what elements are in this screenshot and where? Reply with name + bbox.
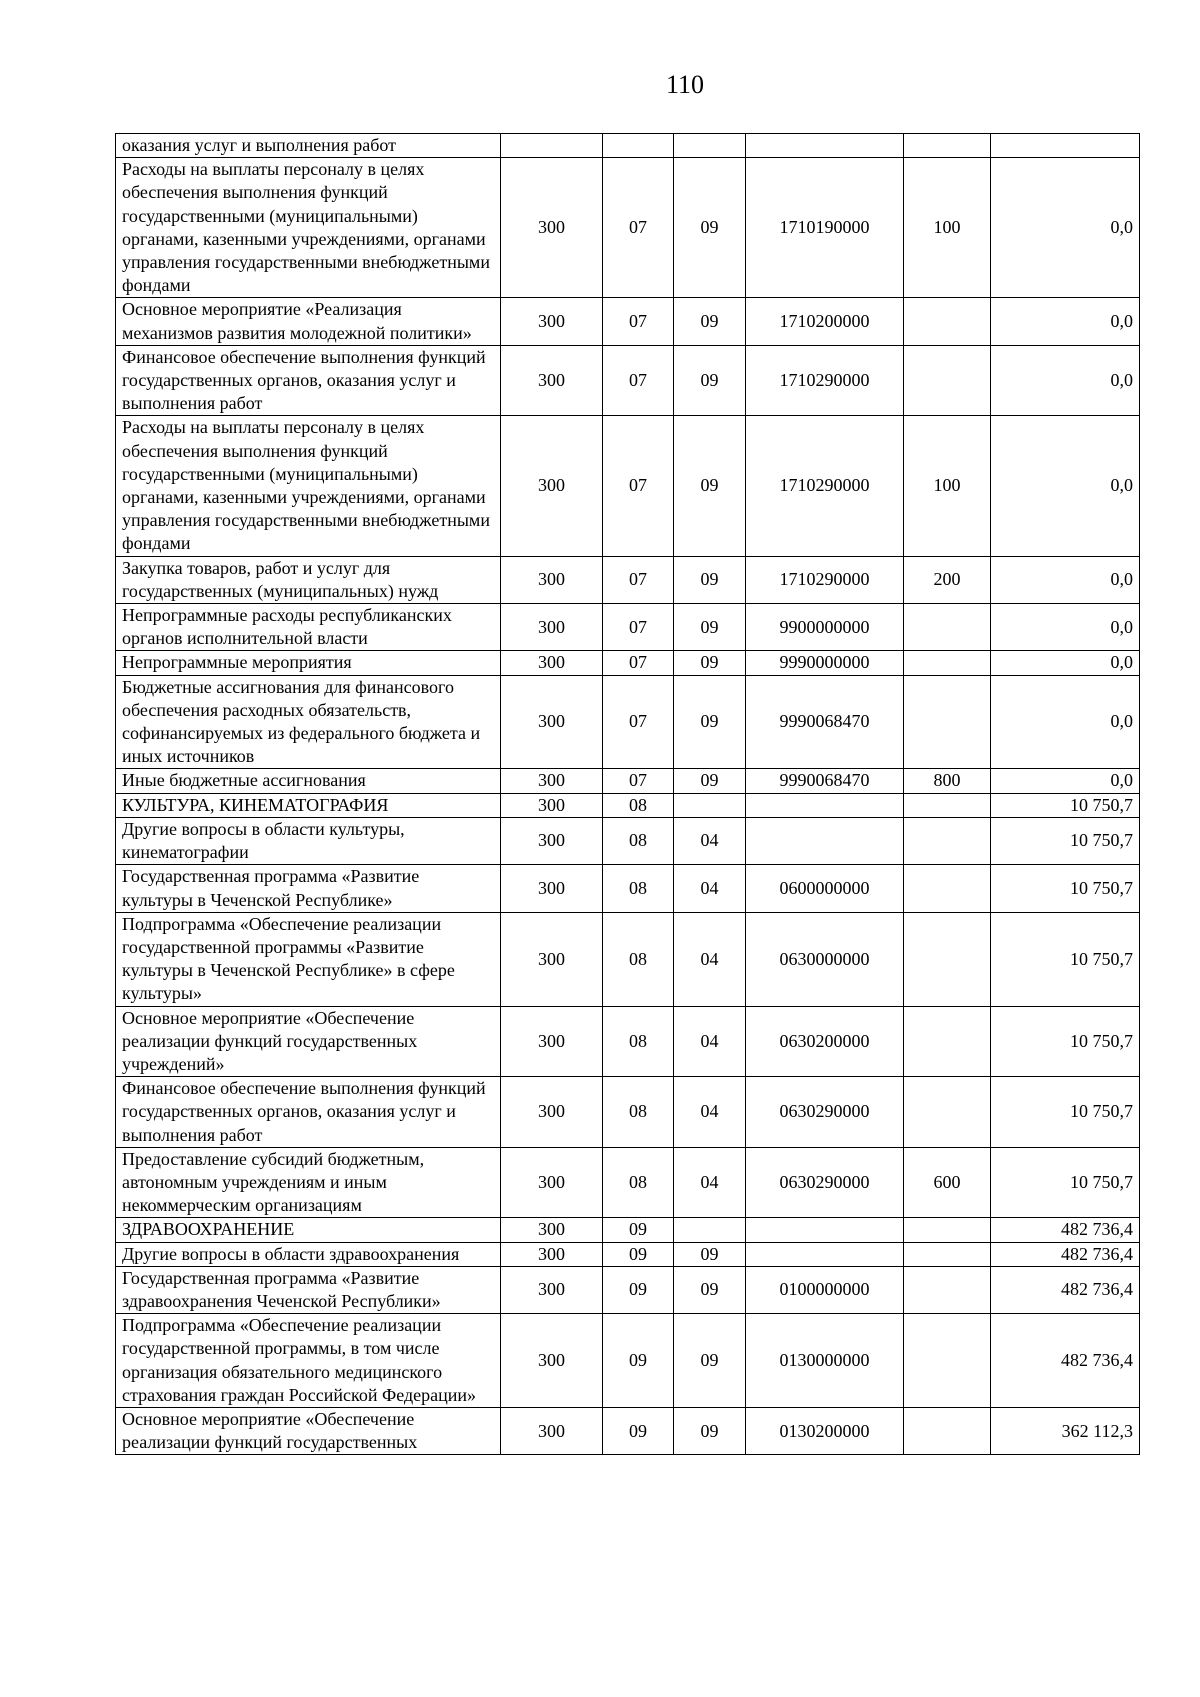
row-name: Финансовое обеспечение выполнения функций государственных органов, оказания услуг и выполнения работ <box>116 1077 501 1148</box>
subsection-code <box>674 134 746 158</box>
table-row <box>116 651 1140 675</box>
page-number: 110 <box>665 70 705 99</box>
expense-type-code: 800 <box>904 769 991 793</box>
subsection-code: 04 <box>674 1006 746 1077</box>
table-row <box>116 817 1140 864</box>
ministry-code: 300 <box>501 769 603 793</box>
target-article-code: 0630290000 <box>746 1147 904 1218</box>
section-code: 07 <box>603 675 674 769</box>
ministry-code: 300 <box>501 865 603 912</box>
expense-type-code <box>904 1218 991 1242</box>
target-article-code: 1710290000 <box>746 416 904 556</box>
section-code: 07 <box>603 769 674 793</box>
subsection-code: 04 <box>674 865 746 912</box>
expense-type-code <box>904 793 991 817</box>
ministry-code: 300 <box>501 1006 603 1077</box>
expense-type-code <box>904 651 991 675</box>
section-code: 09 <box>603 1314 674 1408</box>
amount: 0,0 <box>991 298 1140 345</box>
amount: 0,0 <box>991 416 1140 556</box>
table-row <box>116 675 1140 769</box>
budget-table <box>115 133 1140 1455</box>
target-article-code: 9990000000 <box>746 651 904 675</box>
amount: 0,0 <box>991 158 1140 298</box>
row-name: Расходы на выплаты персоналу в целях обеспечения выполнения функций государственными (муниципальными) органами, казенными учреждениями, органами управления государственными внебюджетными фондами <box>116 158 501 298</box>
subsection-code: 09 <box>674 769 746 793</box>
table-row <box>116 1006 1140 1077</box>
expense-type-code <box>904 345 991 416</box>
ministry-code: 300 <box>501 1314 603 1408</box>
subsection-code: 09 <box>674 1266 746 1313</box>
ministry-code: 300 <box>501 817 603 864</box>
section-code: 07 <box>603 651 674 675</box>
section-code: 08 <box>603 1077 674 1148</box>
section-code: 07 <box>603 556 674 603</box>
subsection-code: 09 <box>674 158 746 298</box>
expense-type-code <box>904 1407 991 1454</box>
ministry-code: 300 <box>501 1147 603 1218</box>
subsection-code: 09 <box>674 1407 746 1454</box>
row-name: Основное мероприятие «Обеспечение реализации функций государственных учреждений» <box>116 1006 501 1077</box>
target-article-code: 9900000000 <box>746 604 904 651</box>
amount: 10 750,7 <box>991 1147 1140 1218</box>
subsection-code <box>674 793 746 817</box>
amount: 10 750,7 <box>991 1077 1140 1148</box>
section-code: 08 <box>603 865 674 912</box>
target-article-code: 0630200000 <box>746 1006 904 1077</box>
amount <box>991 134 1140 158</box>
section-code: 09 <box>603 1242 674 1266</box>
amount: 10 750,7 <box>991 817 1140 864</box>
subsection-code: 09 <box>674 651 746 675</box>
expense-type-code <box>904 604 991 651</box>
table-row <box>116 1218 1140 1242</box>
ministry-code: 300 <box>501 1242 603 1266</box>
row-name: Государственная программа «Развитие здравоохранения Чеченской Республики» <box>116 1266 501 1313</box>
subsection-code: 09 <box>674 556 746 603</box>
target-article-code: 9990068470 <box>746 675 904 769</box>
table-row <box>116 769 1140 793</box>
row-name: Подпрограмма «Обеспечение реализации государственной программы, в том числе организация обязательного медицинского страхования граждан Российской Федерации» <box>116 1314 501 1408</box>
table-row <box>116 1314 1140 1408</box>
expense-type-code <box>904 1077 991 1148</box>
row-name: Государственная программа «Развитие культуры в Чеченской Республике» <box>116 865 501 912</box>
expense-type-code: 200 <box>904 556 991 603</box>
expense-type-code <box>904 298 991 345</box>
target-article-code <box>746 793 904 817</box>
subsection-code <box>674 1218 746 1242</box>
target-article-code: 0130000000 <box>746 1314 904 1408</box>
target-article-code: 1710290000 <box>746 556 904 603</box>
row-name: Финансовое обеспечение выполнения функций государственных органов, оказания услуг и выполнения работ <box>116 345 501 416</box>
section-code <box>603 134 674 158</box>
row-name: Подпрограмма «Обеспечение реализации государственной программы «Развитие культуры в Чеченской Республике» в сфере культуры» <box>116 912 501 1006</box>
expense-type-code <box>904 865 991 912</box>
ministry-code: 300 <box>501 604 603 651</box>
amount: 482 736,4 <box>991 1218 1140 1242</box>
target-article-code: 0600000000 <box>746 865 904 912</box>
table-row <box>116 298 1140 345</box>
ministry-code: 300 <box>501 345 603 416</box>
table-row <box>116 158 1140 298</box>
expense-type-code: 600 <box>904 1147 991 1218</box>
row-name: Основное мероприятие «Реализация механизмов развития молодежной политики» <box>116 298 501 345</box>
amount: 0,0 <box>991 604 1140 651</box>
row-name: Другие вопросы в области культуры, кинематографии <box>116 817 501 864</box>
amount: 0,0 <box>991 556 1140 603</box>
expense-type-code <box>904 134 991 158</box>
row-name: ЗДРАВООХРАНЕНИЕ <box>116 1218 501 1242</box>
amount: 10 750,7 <box>991 1006 1140 1077</box>
amount: 0,0 <box>991 769 1140 793</box>
expense-type-code: 100 <box>904 158 991 298</box>
ministry-code: 300 <box>501 675 603 769</box>
amount: 482 736,4 <box>991 1266 1140 1313</box>
table-row <box>116 416 1140 556</box>
table-row <box>116 1266 1140 1313</box>
expense-type-code <box>904 1006 991 1077</box>
table-row <box>116 865 1140 912</box>
subsection-code: 04 <box>674 817 746 864</box>
target-article-code: 1710290000 <box>746 345 904 416</box>
row-name: Расходы на выплаты персоналу в целях обеспечения выполнения функций государственными (муниципальными) органами, казенными учреждениями, органами управления государственными внебюджетными фондами <box>116 416 501 556</box>
row-name: оказания услуг и выполнения работ <box>116 134 501 158</box>
row-name: Непрограммные расходы республиканских органов исполнительной власти <box>116 604 501 651</box>
amount: 0,0 <box>991 345 1140 416</box>
row-name: Другие вопросы в области здравоохранения <box>116 1242 501 1266</box>
target-article-code: 0630290000 <box>746 1077 904 1148</box>
subsection-code: 09 <box>674 416 746 556</box>
table-row <box>116 1242 1140 1266</box>
expense-type-code <box>904 675 991 769</box>
ministry-code: 300 <box>501 1407 603 1454</box>
ministry-code: 300 <box>501 793 603 817</box>
ministry-code: 300 <box>501 556 603 603</box>
amount: 482 736,4 <box>991 1314 1140 1408</box>
subsection-code: 09 <box>674 675 746 769</box>
subsection-code: 09 <box>674 298 746 345</box>
section-code: 08 <box>603 1147 674 1218</box>
section-code: 07 <box>603 604 674 651</box>
table-body <box>116 134 1140 1455</box>
expense-type-code <box>904 1314 991 1408</box>
section-code: 07 <box>603 298 674 345</box>
row-name: Иные бюджетные ассигнования <box>116 769 501 793</box>
table-row <box>116 556 1140 603</box>
ministry-code: 300 <box>501 1218 603 1242</box>
section-code: 09 <box>603 1266 674 1313</box>
expense-type-code <box>904 1266 991 1313</box>
ministry-code: 300 <box>501 912 603 1006</box>
expense-type-code <box>904 1242 991 1266</box>
ministry-code: 300 <box>501 1266 603 1313</box>
subsection-code: 04 <box>674 1077 746 1148</box>
target-article-code: 0100000000 <box>746 1266 904 1313</box>
row-name: Непрограммные мероприятия <box>116 651 501 675</box>
table-row <box>116 1077 1140 1148</box>
ministry-code: 300 <box>501 298 603 345</box>
table-row <box>116 604 1140 651</box>
row-name: Основное мероприятие «Обеспечение реализации функций государственных <box>116 1407 501 1454</box>
section-code: 08 <box>603 912 674 1006</box>
table-row <box>116 912 1140 1006</box>
target-article-code: 0630000000 <box>746 912 904 1006</box>
amount: 362 112,3 <box>991 1407 1140 1454</box>
target-article-code <box>746 817 904 864</box>
ministry-code: 300 <box>501 651 603 675</box>
target-article-code: 1710200000 <box>746 298 904 345</box>
section-code: 07 <box>603 416 674 556</box>
section-code: 08 <box>603 1006 674 1077</box>
amount: 10 750,7 <box>991 865 1140 912</box>
section-code: 07 <box>603 345 674 416</box>
target-article-code <box>746 134 904 158</box>
row-name: Бюджетные ассигнования для финансового обеспечения расходных обязательств, софинансируемых из федерального бюджета и иных источников <box>116 675 501 769</box>
target-article-code: 0130200000 <box>746 1407 904 1454</box>
table-row <box>116 345 1140 416</box>
table-row <box>116 134 1140 158</box>
row-name: Закупка товаров, работ и услуг для государственных (муниципальных) нужд <box>116 556 501 603</box>
amount: 482 736,4 <box>991 1242 1140 1266</box>
subsection-code: 09 <box>674 1242 746 1266</box>
ministry-code <box>501 134 603 158</box>
subsection-code: 09 <box>674 345 746 416</box>
subsection-code: 04 <box>674 1147 746 1218</box>
ministry-code: 300 <box>501 1077 603 1148</box>
section-code: 07 <box>603 158 674 298</box>
ministry-code: 300 <box>501 158 603 298</box>
subsection-code: 04 <box>674 912 746 1006</box>
amount: 0,0 <box>991 651 1140 675</box>
subsection-code: 09 <box>674 1314 746 1408</box>
target-article-code: 1710190000 <box>746 158 904 298</box>
amount: 10 750,7 <box>991 912 1140 1006</box>
row-name: КУЛЬТУРА, КИНЕМАТОГРАФИЯ <box>116 793 501 817</box>
amount: 0,0 <box>991 675 1140 769</box>
expense-type-code: 100 <box>904 416 991 556</box>
section-code: 09 <box>603 1218 674 1242</box>
section-code: 09 <box>603 1407 674 1454</box>
section-code: 08 <box>603 793 674 817</box>
expense-type-code <box>904 817 991 864</box>
target-article-code <box>746 1242 904 1266</box>
amount: 10 750,7 <box>991 793 1140 817</box>
table-row <box>116 1147 1140 1218</box>
table-row <box>116 1407 1140 1454</box>
table-row <box>116 793 1140 817</box>
subsection-code: 09 <box>674 604 746 651</box>
expense-type-code <box>904 912 991 1006</box>
ministry-code: 300 <box>501 416 603 556</box>
section-code: 08 <box>603 817 674 864</box>
row-name: Предоставление субсидий бюджетным, автономным учреждениям и иным некоммерческим организациям <box>116 1147 501 1218</box>
target-article-code <box>746 1218 904 1242</box>
target-article-code: 9990068470 <box>746 769 904 793</box>
